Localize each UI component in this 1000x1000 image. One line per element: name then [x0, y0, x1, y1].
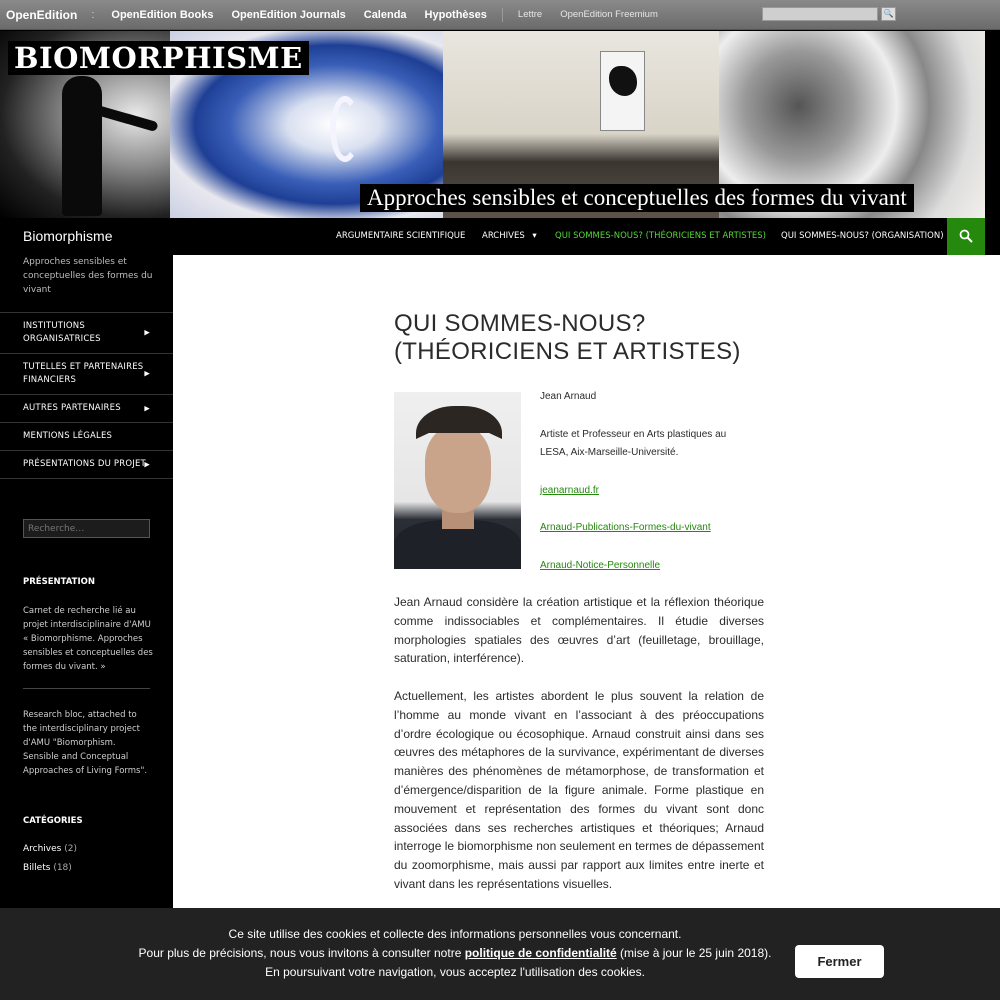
privacy-policy-link[interactable]: politique de confidentialité	[464, 946, 617, 960]
cookie-line-2-suffix: (mise à jour le 25 juin 2018).	[616, 946, 772, 960]
category-billets[interactable]	[23, 863, 72, 873]
divider	[23, 688, 150, 689]
silhouette-figure	[62, 76, 102, 216]
presentation-heading: PRÉSENTATION	[23, 577, 95, 587]
chevron-right-icon: ▶	[144, 369, 150, 378]
link-notice[interactable]: Arnaud-Notice-Personnelle	[540, 560, 661, 571]
sidebar-item-mentions-legales[interactable]	[0, 423, 173, 451]
separator: :	[91, 8, 95, 21]
category-name: Archives	[23, 844, 62, 854]
banner-title: BIOMORPHISME	[8, 41, 309, 75]
category-count: (18)	[53, 863, 72, 873]
presentation-text-en: Research bloc, attached to the interdisciplinary project d'AMU "Biomorphism. Sensible and Conceptual Approaches of Living Forms".	[23, 710, 148, 776]
oe-link-hypotheses[interactable]: Hypothèses	[424, 8, 487, 21]
paragraph-2: Actuellement, les artistes abordent le plus souvent la relation de l’homme au monde vivant en l’associant à des préoccupations d’ordre écologique ou écosophique. Arnaud construit ainsi dans ses œuvres des métaphores de la survivance, expérimentant de diverses manières des phénomènes de métamorphose, de transformation et d’émergence/disparition de la figure animale. Forme plastique en mouvement et représentation des formes du vivant sont donc associées dans ses recherches artistiques et théoriques; Arnaud interroge le biomorphisme non seulement en termes de dépassement du zoomorphisme, mais aussi par rapport aux limites entre inerte et vivant dans les représentations visuelles.	[394, 688, 764, 891]
category-archives[interactable]	[23, 844, 77, 854]
openedition-bar	[0, 0, 1000, 30]
presentation-text-fr: Carnet de recherche lié au projet interdisciplinaire d'AMU « Biomorphisme. Approches sensibles et conceptuelles des formes du vivant. »	[23, 606, 153, 672]
oe-link-books[interactable]: OpenEdition Books	[111, 8, 214, 21]
category-count: (2)	[64, 844, 77, 854]
cookie-line-2	[0, 944, 910, 962]
link-publications[interactable]: Arnaud-Publications-Formes-du-vivant	[540, 522, 711, 533]
sidebar-item-tutelles[interactable]	[0, 354, 173, 395]
search-icon: 🔍	[883, 9, 894, 18]
nav-item-organisation[interactable]: QUI SOMMES-NOUS? (ORGANISATION)	[781, 231, 944, 241]
site-description: Approches sensibles et conceptuelles des formes du vivant	[23, 257, 153, 295]
oe-link-lettre[interactable]: Lettre	[517, 9, 543, 20]
oe-search-button[interactable]	[881, 7, 896, 21]
cookie-close-button[interactable]: Fermer	[795, 945, 884, 978]
nav-item-archives[interactable]	[482, 218, 537, 255]
nav-item-argumentaire[interactable]: ARGUMENTAIRE SCIENTIFIQUE	[336, 231, 466, 241]
chevron-right-icon: ▶	[144, 460, 150, 468]
paragraph-1: Jean Arnaud considère la création artistique et la réflexion théorique comme indissociables et complémentaires. Il étudie diverses morphologies spatiales des œuvres d’art (feuilletage, brouillage, saturation, interférence).	[394, 595, 764, 666]
portrait-face	[425, 427, 491, 513]
sidebar-item-label: INSTITUTIONS ORGANISATRICES	[23, 321, 101, 344]
header-banner[interactable]	[0, 31, 985, 218]
chevron-right-icon: ▶	[144, 328, 150, 337]
caret-down-icon: ▾	[532, 231, 537, 241]
sidebar-item-presentations[interactable]	[0, 451, 173, 479]
categories-heading: CATÉGORIES	[23, 816, 83, 826]
chevron-right-icon: ▶	[144, 404, 150, 412]
sidebar-item-label: TUTELLES ET PARTENAIRES FINANCIERS	[23, 362, 144, 385]
framed-artwork	[600, 51, 645, 131]
crescent-shape	[330, 96, 360, 162]
person-name: Jean Arnaud	[540, 391, 597, 402]
person-role-line2: LESA, Aix-Marseille-Université.	[540, 447, 679, 458]
cookie-line-3: En poursuivant votre navigation, vous acceptez l'utilisation des cookies.	[265, 965, 645, 979]
cookie-banner	[0, 908, 1000, 1000]
sidebar-menu	[0, 312, 173, 479]
main-content	[173, 255, 1000, 908]
category-name: Billets	[23, 863, 51, 873]
primary-navigation	[173, 218, 985, 255]
banner-subtitle: Approches sensibles et conceptuelles des formes du vivant	[360, 184, 914, 212]
page-title: QUI SOMMES-NOUS? (THÉORICIENS ET ARTISTES)	[394, 310, 741, 365]
nav-item-label: ARCHIVES	[482, 231, 525, 241]
cookie-line-2-text: Pour plus de précisions, nous vous invitons à consulter notre	[138, 946, 465, 960]
article-body	[394, 593, 764, 908]
person-role-line1: Artiste et Professeur en Arts plastiques au	[540, 429, 727, 440]
divider	[502, 8, 503, 22]
openedition-brand-link[interactable]: OpenEdition	[6, 7, 78, 22]
sidebar-item-label: MENTIONS LÉGALES	[23, 431, 113, 441]
sidebar-item-label: AUTRES PARTENAIRES	[23, 403, 121, 413]
cookie-line-1: Ce site utilise des cookies et collecte des informations personnelles vous concernant.	[228, 927, 682, 941]
search-icon	[959, 229, 973, 243]
nav-search-button[interactable]	[947, 218, 985, 255]
sidebar	[0, 218, 173, 908]
site-title[interactable]: Biomorphisme	[23, 228, 113, 244]
oe-link-calenda[interactable]: Calenda	[363, 8, 407, 21]
sidebar-item-autres-partenaires[interactable]	[0, 395, 173, 423]
oe-link-journals[interactable]: OpenEdition Journals	[231, 8, 346, 21]
oe-search-input[interactable]	[762, 7, 878, 21]
portrait-photo	[394, 392, 521, 569]
sidebar-item-label: PRÉSENTATIONS DU PROJET	[23, 459, 146, 469]
oe-link-freemium[interactable]: OpenEdition Freemium	[560, 9, 658, 20]
sidebar-item-institutions[interactable]	[0, 313, 173, 354]
nav-item-theoriciens-artistes[interactable]: QUI SOMMES-NOUS? (THÉORICIENS ET ARTISTES)	[555, 231, 766, 241]
sidebar-search-input[interactable]	[23, 519, 150, 538]
link-jeanarnaud[interactable]: jeanarnaud.fr	[540, 485, 599, 496]
